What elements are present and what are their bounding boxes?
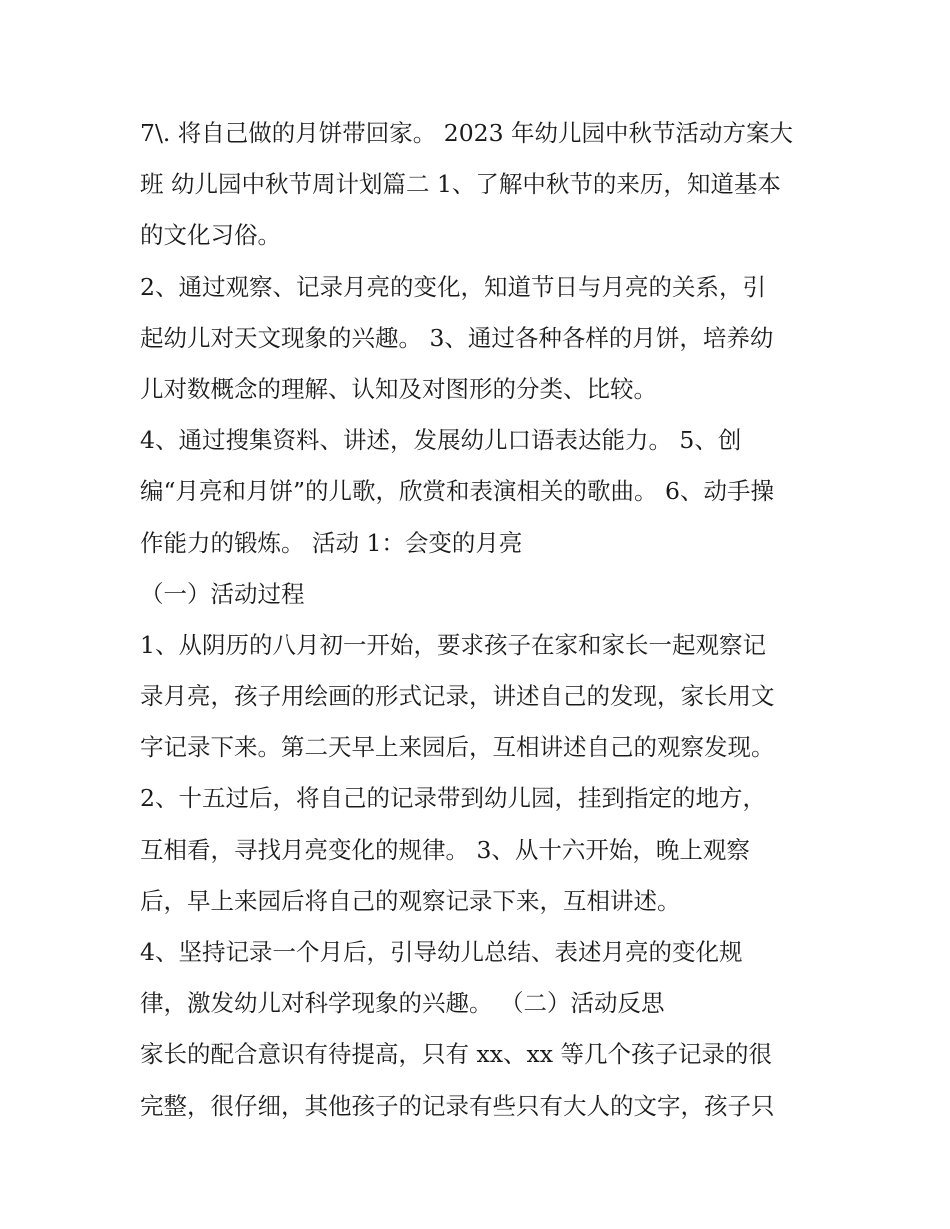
text-line-11: 1、从阴历的八月初一开始，要求孩子在家和家长一起观察记 [140,630,766,659]
text-line-6: 儿对数概念的理解、认知及对图形的分类、比较。 [140,374,657,403]
text-line-4: 2、通过观察、记录月亮的变化，知道节日与月亮的关系，引 [140,272,766,301]
text-line-20: 完整，很仔细，其他孩子的记录有些只有大人的文字，孩子只 [140,1091,775,1120]
text-line-14: 2、十五过后，将自己的记录带到幼儿园，挂到指定的地方， [140,784,766,813]
text-line-18: 律，激发幼儿对科学现象的兴趣。 （二）活动反思 [140,989,665,1018]
text-line-19: 家长的配合意识有待提高，只有 xx、xx 等几个孩子记录的很 [140,1040,772,1069]
section-heading-process: （一）活动过程 [140,579,305,608]
text-line-17: 4、坚持记录一个月后，引导幼儿总结、表述月亮的变化规 [140,938,743,966]
text-line-3: 的文化习俗。 [140,221,281,250]
text-line-16: 后，早上来园后将自己的观察记录下来，互相讲述。 [140,886,681,915]
text-line-7: 4、通过搜集资料、讲述，发展幼儿口语表达能力。 5、创 [140,426,742,455]
text-line-13: 字记录下来。第二天早上来园后，互相讲述自己的观察发现。 [140,733,775,762]
text-line-12: 录月亮，孩子用绘画的形式记录，讲述自己的发现，家长用文 [140,682,775,711]
text-line-2: 班 幼儿园中秋节周计划篇二 1、了解中秋节的来历，知道基本 [140,170,781,199]
body-text [140,108,820,1132]
text-line-1: 7\. 将自己做的月饼带回家。 2023 年幼儿园中秋节活动方案大 [140,119,794,147]
text-line-5: 起幼儿对天文现象的兴趣。 3、通过各种各样的月饼，培养幼 [140,323,774,352]
text-line-9: 作能力的锻炼。 活动 1：会变的月亮 [140,528,523,557]
text-line-15: 互相看，寻找月亮变化的规律。 3、从十六开始，晚上观察 [140,835,750,864]
text-line-8: 编“月亮和月饼”的儿歌，欣赏和表演相关的歌曲。 6、动手操 [140,477,774,506]
